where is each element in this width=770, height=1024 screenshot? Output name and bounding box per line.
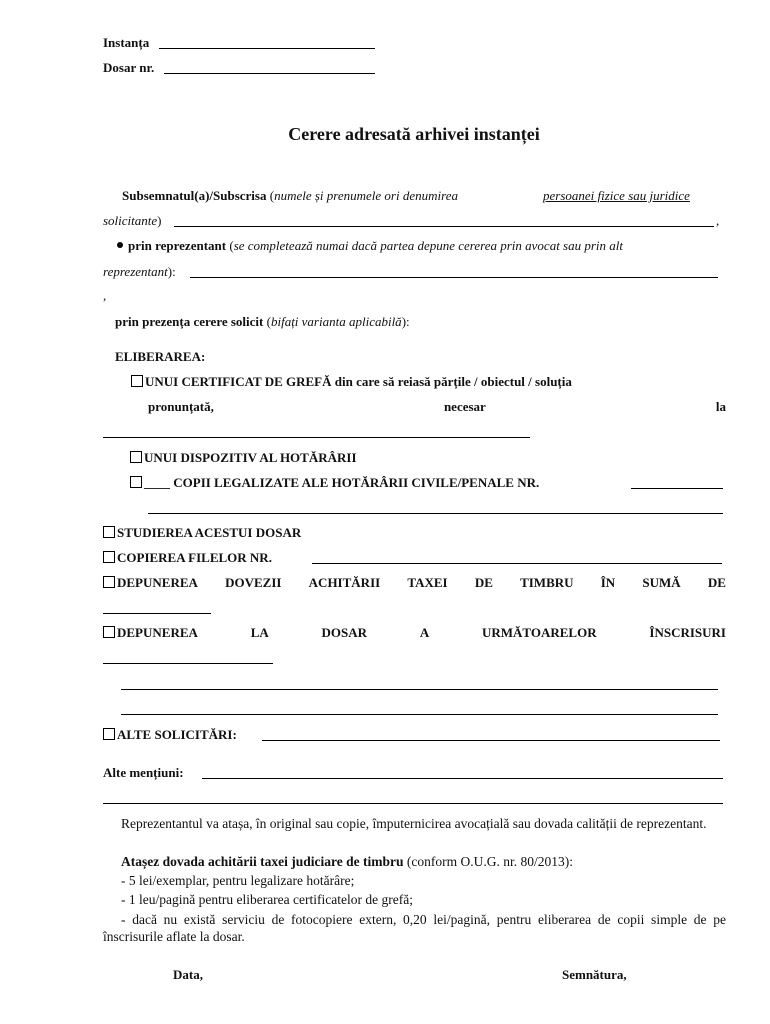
copii-label: ____ COPII LEGALIZATE ALE HOTĂRÂRII CIVILE/PENALE NR. (144, 475, 540, 490)
reprezentant-line (117, 238, 623, 254)
option-studierea[interactable] (103, 525, 301, 541)
option-copii[interactable] (130, 475, 539, 491)
subsemnatul-hint-underlined: persoanei fizice sau juridice (543, 188, 690, 203)
atasez-rest: (conform O.U.G. nr. 80/2013): (403, 854, 573, 869)
alte-mentiuni-field-line[interactable] (202, 778, 723, 779)
copii-checkbox[interactable] (130, 476, 142, 488)
subsemnatul-label: Subsemnatul(a)/Subscrisa (122, 188, 267, 203)
subsemnatul-field-line[interactable] (174, 226, 714, 227)
alte-mentiuni-label: Alte mențiuni: (103, 765, 184, 780)
depunerea-dovezii-checkbox[interactable] (103, 576, 115, 588)
option-dispozitiv[interactable] (130, 450, 357, 466)
certificat-word: la (715, 399, 726, 414)
semnatura-label: Semnătura, (562, 967, 627, 982)
stray-comma: , (103, 288, 107, 303)
certificat-checkbox[interactable] (131, 375, 143, 387)
word: SUMĂ (642, 575, 681, 590)
bullet-icon (117, 242, 123, 248)
word: TAXEI (407, 575, 448, 590)
reprezentant-note: Reprezentantul va atașa, în original sau copie, împuternicirea avocațială sau dovada calității de reprezentant. (121, 816, 707, 831)
option-depunerea-dovezii[interactable] (103, 575, 726, 591)
studierea-checkbox[interactable] (103, 526, 115, 538)
reprezentant-hint: se completează numai dacă partea depune cererea prin avocat sau prin alt (233, 238, 624, 253)
word: DEPUNEREA (117, 575, 198, 590)
inscrisuri-field-line-3[interactable] (121, 714, 718, 715)
word: A (419, 625, 430, 640)
atasez-bold: Atașez dovada achitării taxei judiciare de timbru (121, 854, 404, 869)
alte-label: ALTE SOLICITĂRI: (117, 727, 237, 742)
subsemnatul-line (122, 188, 458, 204)
certificat-word: pronunțată, (148, 399, 214, 414)
word: LA (250, 625, 269, 640)
paren-close: ) (157, 213, 162, 228)
inscrisuri-field-line-2[interactable] (121, 689, 718, 690)
reprezentant-field-line[interactable] (190, 277, 718, 278)
reprezentant-cont (103, 264, 176, 280)
depunerea-dosar-checkbox[interactable] (103, 626, 115, 638)
dispozitiv-checkbox[interactable] (130, 451, 142, 463)
alte-checkbox[interactable] (103, 728, 115, 740)
dispozitiv-label: UNUI DISPOZITIV AL HOTĂRÂRII (144, 450, 357, 465)
atasez-line (121, 853, 726, 870)
copierea-checkbox[interactable] (103, 551, 115, 563)
certificat-line2 (148, 399, 726, 415)
word: DE (707, 575, 726, 590)
data-label: Data, (173, 967, 203, 982)
studierea-label: STUDIEREA ACESTUI DOSAR (117, 525, 302, 540)
alte-mentiuni-field-line-2[interactable] (103, 803, 723, 804)
dosar-field-line[interactable] (164, 73, 375, 74)
word: DEPUNEREA (117, 625, 198, 640)
paren: ( (226, 238, 234, 253)
word: ACHITĂRII (308, 575, 381, 590)
word: URMĂTOARELOR (482, 625, 597, 640)
instanta-field-line[interactable] (159, 48, 375, 49)
word: DE (474, 575, 493, 590)
subsemnatul-hint: numele și prenumele ori denumirea (274, 188, 458, 203)
instanta-label: Instanța (103, 35, 150, 50)
word: DOVEZII (225, 575, 282, 590)
solicit-label: prin prezența cerere solicit (115, 314, 264, 329)
reprezentant-hint-cont: reprezentant (103, 264, 168, 279)
certificat-label: UNUI CERTIFICAT DE GREFĂ din care să reiasă părțile / obiectul / soluția (145, 374, 572, 389)
word: TIMBRU (520, 575, 574, 590)
subsemnatul-cont (103, 213, 162, 229)
word: ÎNSCRISURI (649, 625, 726, 640)
certificat-field-line[interactable] (103, 437, 530, 438)
option-certificat[interactable] (131, 374, 572, 390)
copierea-label: COPIEREA FILELOR NR. (117, 550, 272, 565)
paren: ( (263, 314, 271, 329)
copierea-field-line[interactable] (312, 563, 722, 564)
taxa-item-2: - 1 leu/pagină pentru eliberarea certificatelor de grefă; (121, 892, 413, 907)
alte-field-line[interactable] (262, 740, 720, 741)
option-depunerea-dosar[interactable] (103, 625, 726, 641)
solicit-line (115, 314, 410, 330)
copii-nr-line[interactable] (631, 488, 723, 489)
paren-close: ): (401, 314, 410, 329)
option-copierea[interactable] (103, 550, 272, 566)
word: DOSAR (321, 625, 368, 640)
paren: ( (266, 188, 275, 203)
word: ÎN (600, 575, 616, 590)
reprezentant-label: prin reprezentant (128, 238, 227, 253)
option-alte[interactable] (103, 727, 237, 743)
page-title: Cerere adresată arhivei instanței (288, 124, 540, 144)
dosar-label: Dosar nr. (103, 60, 155, 75)
inscrisuri-field-line-1[interactable] (103, 663, 273, 664)
certificat-word: necesar (443, 399, 486, 414)
solicit-hint: bifați varianta aplicabilă (270, 314, 402, 329)
subsemnatul-comma: , (716, 213, 720, 228)
suma-field-line[interactable] (103, 613, 211, 614)
subsemnatul-hint-cont: solicitante (103, 213, 158, 228)
taxa-item-3: - dacă nu există serviciu de fotocopiere extern, 0,20 lei/pagină, pentru eliberarea de copii simple de pe înscrisurile aflate la dosar. (103, 912, 726, 944)
paren-close: ): (167, 264, 176, 279)
eliberarea-heading: ELIBERAREA: (115, 349, 206, 364)
copii-extra-line[interactable] (148, 513, 723, 514)
taxa-item-1: - 5 lei/exemplar, pentru legalizare hotărâre; (121, 873, 355, 888)
